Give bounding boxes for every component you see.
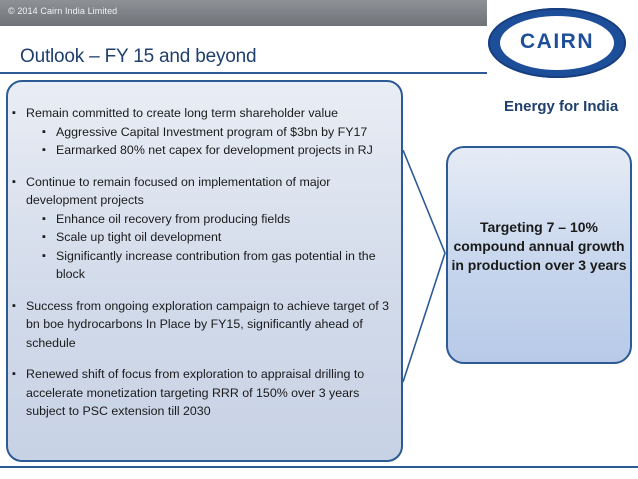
- bullet-text: ▪ Renewed shift of focus from exploration to appraisal drilling to accelerate monetization targeting RRR of 150% over 3 years subject to PSC extension till 2030: [26, 365, 398, 421]
- sub-bullet-text: ▪ Significantly increase contribution from gas potential in the block: [56, 247, 398, 284]
- logo-wordmark: CAIRN: [520, 30, 594, 53]
- sub-bullet-text: ▪ Scale up tight oil development: [56, 228, 398, 247]
- bullet-text: ▪ Success from ongoing exploration campaign to achieve target of 3 bn boe hydrocarbons In Place by FY15, significantly ahead of schedule: [26, 297, 398, 353]
- bullet-item: [12, 173, 398, 284]
- sub-bullet-text: ▪ Enhance oil recovery from producing fields: [56, 210, 398, 229]
- sub-bullet-list: [26, 210, 398, 284]
- logo-tagline: Energy for India: [504, 98, 619, 115]
- bullet-text: ▪ Remain committed to create long term shareholder value: [26, 104, 398, 123]
- target-text: Targeting 7 – 10% compound annual growth in production over 3 years: [451, 219, 627, 273]
- sub-bullet-item: [26, 141, 398, 160]
- copyright-notice: © 2014 Cairn India Limited: [8, 6, 118, 16]
- bullet-item: [12, 297, 398, 353]
- sub-bullet-text: ▪ Aggressive Capital Investment program of $3bn by FY17: [56, 123, 398, 142]
- sub-bullet-item: [26, 210, 398, 229]
- bullet-item: [12, 104, 398, 160]
- sub-bullet-item: [26, 123, 398, 142]
- sub-bullet-item: [26, 247, 398, 284]
- sub-bullet-item: [26, 228, 398, 247]
- title-divider: [0, 72, 488, 74]
- sub-bullet-list: [26, 123, 398, 160]
- bullet-text: ▪ Continue to remain focused on implementation of major development projects: [26, 173, 398, 210]
- slide-title: Outlook – FY 15 and beyond: [20, 46, 257, 67]
- arrow-connector-icon: [400, 150, 450, 390]
- bottom-divider: [0, 466, 638, 468]
- sub-bullet-text: ▪ Earmarked 80% net capex for development projects in RJ: [56, 141, 398, 160]
- bullet-item: [12, 365, 398, 421]
- bullet-list: [12, 104, 398, 434]
